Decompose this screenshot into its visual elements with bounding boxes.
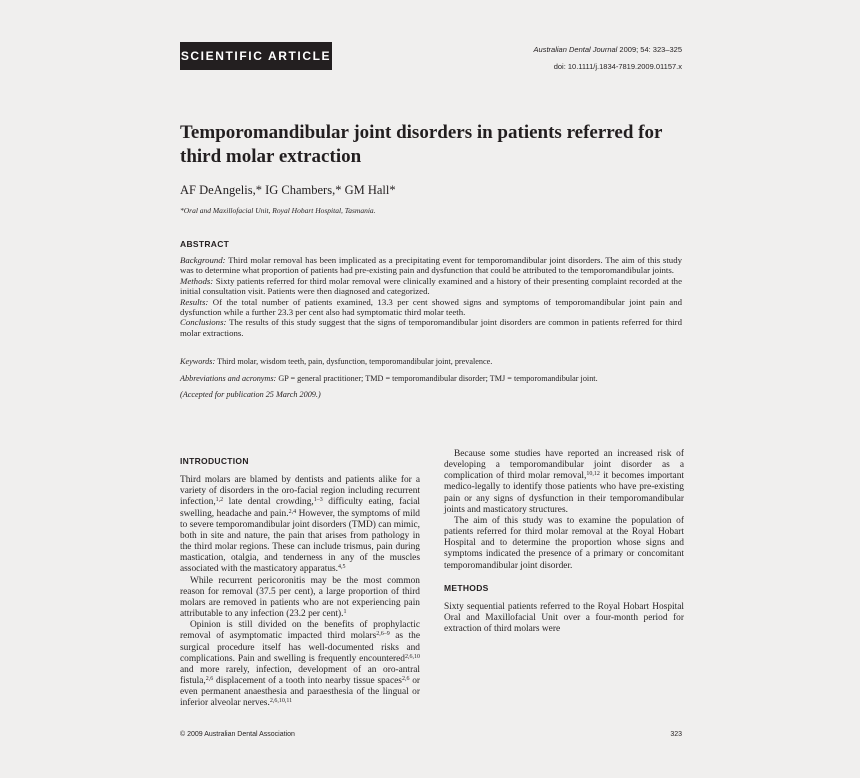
abstract-background: Background: Third molar removal has been implicated as a precipitating event for temporomandibular joint disorders. The aim of this study was to determine what proportion of patients had pre-existing pain and dysfunction that could be attributed to the temporomandibular joints. (180, 255, 682, 276)
abstract-conclusions: Conclusions: The results of this study suggest that the signs of temporomandibular joint disorders are common in patients referred for third molar extractions. (180, 317, 682, 338)
abbreviations-label: Abbreviations and acronyms: (180, 374, 277, 383)
keywords-label: Keywords: (180, 357, 216, 366)
article-title: Temporomandibular joint disorders in patients referred for third molar extraction (180, 122, 663, 167)
methods-label: Methods: (180, 275, 214, 286)
abstract (180, 255, 682, 338)
journal-name: Australian Dental Journal (533, 45, 618, 54)
paragraph: Because some studies have reported an increased risk of developing a temporomandibular joint disorder as a complication of third molar removal,$^{10,12}$ it becomes important medico-legally to identify those patients who have pre-existing pain or any signs of dysfunction in their temporomandibular joints and masticatory structures. (444, 449, 684, 515)
abbreviations: Abbreviations and acronyms: GP = general practitioner; TMD = temporomandibular disorder; TMJ = temporomandibular joint. (180, 374, 598, 383)
authors: AF DeAngelis,* IG Chambers,* GM Hall* (180, 183, 396, 197)
paragraph: The aim of this study was to examine the population of patients referred for third molar removal at the Royal Hobart Hospital and to determine the proportion whose signs and symptoms indicated the presence of a primary or concomitant temporomandibular joint disorder. (444, 515, 684, 571)
paragraph: Third molars are blamed by dentists and patients alike for a variety of disorders in the oro-facial region including recurrent infection,$^{1,2}$ late dental crowding,$^{1-3}$ difficulty eating, facial swelling, headache and pain.$^{2,4}$ However, the symptoms of mild to severe temporomandibular joint disorders (TMD) can mimic, both in site and nature, the pain that arises from pathology in the third molar regions. These can include trismus, pain during mastication, otalgia, and tenderness in any of the muscles associated with the masticatory apparatus.$^{4,5}$ (180, 475, 420, 575)
abstract-heading: ABSTRACT (180, 239, 230, 249)
background-label: Background: (180, 255, 226, 265)
body-column-right (444, 449, 684, 635)
copyright: © 2009 Australian Dental Association (180, 731, 295, 738)
doi: doi: 10.1111/j.1834-7819.2009.01157.x (553, 62, 682, 71)
paragraph: Sixty sequential patients referred to the Royal Hobart Hospital Oral and Maxillofacial Unit over a four-month period for extraction of third molars were (444, 601, 684, 635)
body-column-left (180, 456, 420, 709)
journal-issue: 2009; 54: 323–325 (617, 45, 682, 54)
paragraph: Opinion is still divided on the benefits of prophylactic removal of asymptomatic impacted third molars$^{2,6-9}$ as the surgical procedure itself has well-documented risks and complications. Pain and swelling is frequently encountered$^{2,6,10}$ and more rarely, infection, development of an oro-antral fistula,$^{2,6}$ displacement of a tooth into nearby tissue spaces$^{2,6}$ or even permanent anaesthesia and paraesthesia of the lingual or inferior alveolar nerves.$^{2,6,10,11}$ (180, 620, 421, 709)
methods-heading: METHODS (444, 582, 489, 593)
affiliation: *Oral and Maxillofacial Unit, Royal Hobart Hospital, Tasmania. (180, 206, 376, 215)
article-type-badge: SCIENTIFIC ARTICLE (180, 42, 332, 70)
results-label: Results: (180, 296, 209, 307)
paragraph: While recurrent pericoronitis may be the most common reason for removal (37.5 per cent), a large proportion of third molars are removed in patients who are not experiencing pain attributable to any infection (23.2 per cent).$^1$ (180, 575, 420, 620)
keywords: Keywords: Third molar, wisdom teeth, pain, dysfunction, temporomandibular joint, prevalence. (180, 357, 493, 366)
page-number: 323 (670, 731, 682, 738)
abstract-results: Results: Of the total number of patients examined, 13.3 per cent showed signs and symptoms of temporomandibular joint pain and dysfunction while a further 23.3 per cent also had symptomatic third molar teeth. (180, 296, 682, 318)
accepted-date: (Accepted for publication 25 March 2009.) (180, 390, 321, 399)
abstract-methods: Methods: Sixty patients referred for third molar removal were clinically examined and a history of their presenting complaint recorded at the initial consultation visit. Patients were then diagnosed and categorized. (180, 275, 682, 297)
conclusions-label: Conclusions: (180, 317, 227, 328)
journal-citation (534, 45, 682, 54)
introduction-heading: INTRODUCTION (180, 456, 249, 466)
